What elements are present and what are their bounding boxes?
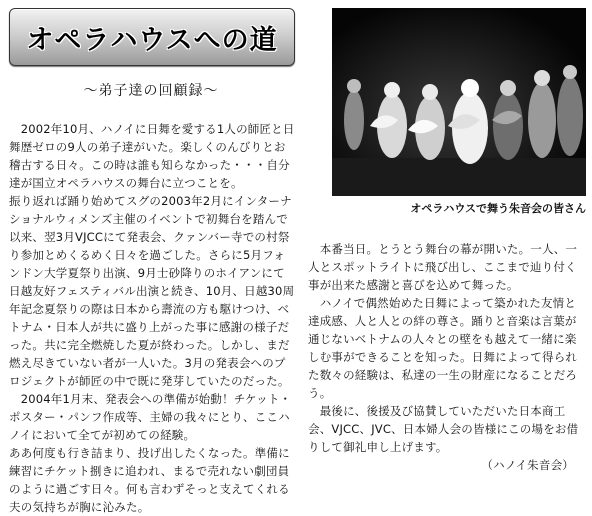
- left-column: [9, 120, 295, 516]
- paragraph: 2002年10月、ハノイに日舞を愛する1人の師匠と日舞歴ゼロの9人の弟子達がいた。楽しくのんびりとお稽古する日々。この時は誰も知らなかった・・・自分達が国立オペラハウスの舞台に立つことを。: [9, 122, 295, 190]
- paragraph: 本番当日。とうとう舞台の幕が開いた。一人、一人とスポットライトに飛び出し、ここまで辿り付く事が出来た感謝と喜びを込めて舞った。: [308, 242, 578, 292]
- signature: （ハノイ朱音会）: [481, 458, 574, 472]
- article-title: オペラハウスへの道: [26, 24, 278, 56]
- paragraph: 振り返れば踊り始めてスグの2003年2月にインターナショナルウィメンズ主催のイベントで初舞台を踏んで以来、翌3月VJCCにて発表会、クァンバー寺での村祭り参加とめくるめく日々を過ごした。さらに5月フォンドン大学夏祭り出演、9月士砂降りのホイアンにて日越友好フェスティバル出演と続き、10月、日越30周年記念夏祭りの際は日本から壽流の方も駆けつけ、ベトナム・日本人が共に盛り上がった事に感謝の様子だった。共に完全燃焼した夏が終わった。しかし、まだ燃え尽きていない者が一人いた。3月の発表会へのプロジェクトが師匠の中で既に発芽していたのだった。: [9, 194, 295, 388]
- stage-photo: [332, 8, 586, 196]
- paragraph: ハノイで偶然始めた日舞によって築かれた友情と達成感、人と人との絆の尊さ。踊りと音楽は言葉が通じないベトナムの人々との壁をも越えて一緒に楽しむ事ができることを知った。日舞によって得られた数々の経験は、私達の一生の財産になることだろう。: [308, 296, 578, 400]
- paragraph: 2004年1月末、発表会への準備が始動！チケット・ポスター・パンフ作成等、主婦の我々にとり、ここハノイにおいて全てが初めての経験。: [9, 392, 292, 442]
- photo-caption: オペラハウスで舞う朱音会の皆さん: [410, 202, 586, 215]
- article-subtitle: 〜弟子達の回顧録〜: [83, 83, 219, 99]
- paragraph: ああ何度も行き詰まり、投げ出したくなった。準備に練習にチケット捌きに追われ、まるで売れない劇団員のように過ごす日々。何も言わずそっと支えてくれる夫の気持ちが胸に沁みた。: [9, 446, 290, 514]
- right-column: [308, 240, 586, 474]
- paragraph: 最後に、後援及び協賛していただいた日本商工会、VJCC、JVC、日本婦人会の皆様にこの場をお借りして御礼申し上げます。: [308, 404, 579, 454]
- title-banner: [9, 8, 295, 66]
